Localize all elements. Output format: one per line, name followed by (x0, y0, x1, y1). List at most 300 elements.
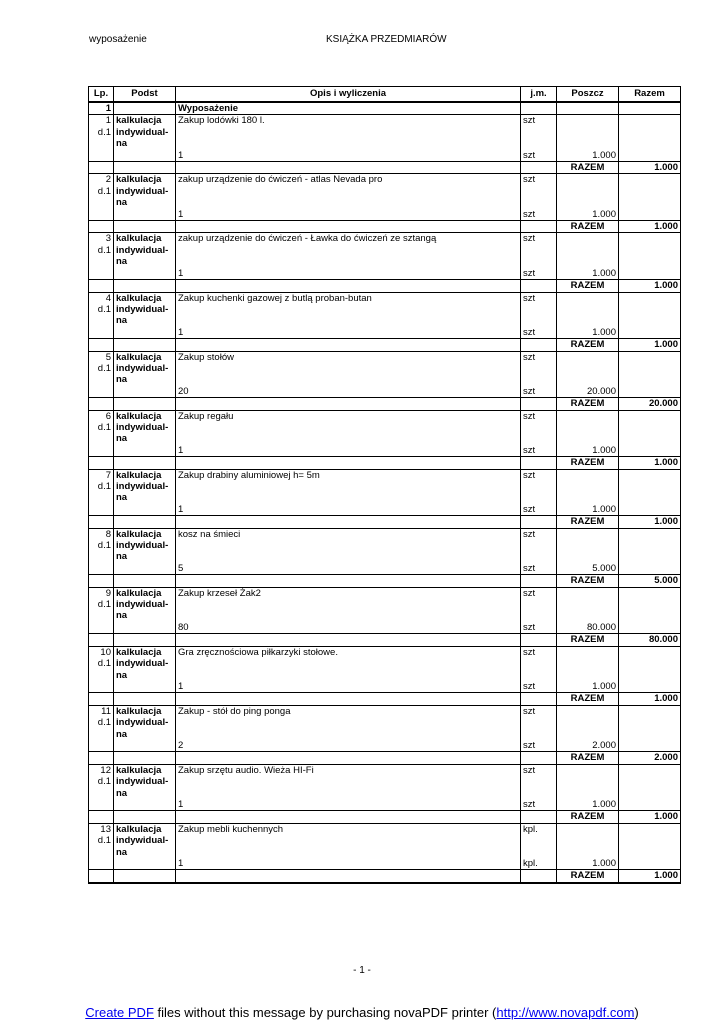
page-number: - 1 - (353, 965, 371, 976)
item-empty-cell (619, 256, 681, 267)
col-header-podst: Podst (114, 87, 176, 103)
create-pdf-link[interactable]: Create PDF (85, 1005, 154, 1020)
item-empty-cell (557, 776, 619, 787)
item-poszcz-value: 1.000 (557, 445, 619, 457)
item-empty-cell (89, 315, 114, 326)
item-empty-cell (176, 516, 521, 528)
item-empty-cell (89, 268, 114, 280)
item-basis: kalkulacja (114, 469, 176, 481)
item-empty-cell (176, 339, 521, 351)
item-calc-row (89, 681, 681, 693)
item-sub-number: d.1 (89, 127, 114, 138)
item-empty-cell (521, 315, 557, 326)
item-empty-cell (176, 811, 521, 823)
item-empty-cell (619, 138, 681, 149)
item-total-label: RAZEM (557, 870, 619, 883)
item-total-label: RAZEM (557, 280, 619, 292)
item-calc-unit: szt (521, 799, 557, 811)
item-total-value: 1.000 (619, 162, 681, 174)
item-empty-cell (619, 729, 681, 740)
item-empty-cell (521, 492, 557, 503)
item-empty-cell (557, 528, 619, 540)
item-basis-cont: indywidual- (114, 245, 176, 256)
item-sub-number: d.1 (89, 540, 114, 551)
item-empty-cell (89, 870, 114, 883)
item-row-cont (89, 776, 681, 787)
item-empty-cell (521, 422, 557, 433)
item-empty-cell (176, 788, 521, 799)
item-basis-cont: na (114, 610, 176, 621)
item-empty-cell (557, 764, 619, 776)
item-row-cont (89, 492, 681, 503)
item-empty-cell (89, 575, 114, 587)
item-empty-cell (89, 433, 114, 444)
item-empty-cell (89, 398, 114, 410)
item-empty-cell (176, 540, 521, 551)
item-empty-cell (557, 481, 619, 492)
item-row-cont (89, 788, 681, 799)
item-poszcz-value: 1.000 (557, 858, 619, 870)
item-unit: szt (521, 410, 557, 422)
item-empty-cell (557, 551, 619, 562)
item-sub-number: d.1 (89, 776, 114, 787)
item-unit: szt (521, 646, 557, 658)
item-empty-cell (521, 610, 557, 621)
item-empty-cell (619, 209, 681, 221)
item-empty-cell (557, 587, 619, 599)
item-empty-cell (176, 670, 521, 681)
item-empty-cell (89, 457, 114, 469)
item-total-value: 80.000 (619, 634, 681, 646)
item-empty-cell (114, 327, 176, 339)
item-empty-cell (619, 670, 681, 681)
item-empty-cell (89, 504, 114, 516)
item-calculation: 1 (176, 150, 521, 162)
item-number: 10 (89, 646, 114, 658)
item-empty-cell (114, 693, 176, 705)
item-empty-cell (176, 835, 521, 846)
item-empty-cell (89, 162, 114, 174)
item-calc-row (89, 563, 681, 575)
item-empty-cell (619, 540, 681, 551)
item-empty-cell (114, 681, 176, 693)
item-empty-cell (521, 658, 557, 669)
item-empty-cell (521, 339, 557, 351)
item-basis-cont: na (114, 551, 176, 562)
item-total-row (89, 752, 681, 764)
item-empty-cell (176, 457, 521, 469)
item-total-label: RAZEM (557, 693, 619, 705)
item-empty-cell (89, 729, 114, 740)
item-row-cont (89, 481, 681, 492)
item-empty-cell (557, 197, 619, 208)
item-sub-number: d.1 (89, 363, 114, 374)
item-description: Zakup lodówki 180 l. (176, 115, 521, 127)
item-empty-cell (619, 681, 681, 693)
item-total-value: 1.000 (619, 870, 681, 883)
item-row (89, 292, 681, 304)
item-empty-cell (176, 551, 521, 562)
item-calculation: 20 (176, 386, 521, 398)
item-empty-cell (89, 634, 114, 646)
item-empty-cell (521, 870, 557, 883)
item-empty-cell (176, 870, 521, 883)
item-basis-cont: na (114, 256, 176, 267)
item-calculation: 1 (176, 327, 521, 339)
item-empty-cell (89, 280, 114, 292)
item-description: Zakup - stół do ping ponga (176, 705, 521, 717)
item-number: 9 (89, 587, 114, 599)
item-empty-cell (521, 634, 557, 646)
item-empty-cell (521, 138, 557, 149)
item-empty-cell (619, 504, 681, 516)
item-empty-cell (89, 516, 114, 528)
item-empty-cell (176, 634, 521, 646)
item-row-cont (89, 599, 681, 610)
item-total-value: 1.000 (619, 516, 681, 528)
section-title: Wyposażenie (176, 102, 521, 115)
item-calc-row (89, 209, 681, 221)
item-empty-cell (114, 209, 176, 221)
item-empty-cell (114, 504, 176, 516)
item-row-cont (89, 197, 681, 208)
item-calc-row (89, 740, 681, 752)
footer-message: files without this message by purchasing novaPDF printer ( (153, 1005, 497, 1020)
item-empty-cell (557, 245, 619, 256)
item-empty-cell (521, 516, 557, 528)
item-calculation: 1 (176, 209, 521, 221)
item-calc-unit: kpl. (521, 858, 557, 870)
section-empty-cell (557, 102, 619, 115)
item-empty-cell (557, 610, 619, 621)
item-sub-number: d.1 (89, 658, 114, 669)
item-poszcz-value: 2.000 (557, 740, 619, 752)
item-row-cont (89, 610, 681, 621)
item-calc-row (89, 799, 681, 811)
item-empty-cell (176, 658, 521, 669)
item-empty-cell (619, 622, 681, 634)
item-calc-row (89, 150, 681, 162)
item-basis-cont: indywidual- (114, 717, 176, 728)
item-calculation: 1 (176, 504, 521, 516)
item-empty-cell (521, 162, 557, 174)
table-header-row (89, 87, 681, 103)
item-basis: kalkulacja (114, 115, 176, 127)
item-empty-cell (557, 186, 619, 197)
item-total-row (89, 634, 681, 646)
item-basis-cont: na (114, 138, 176, 149)
item-empty-cell (521, 551, 557, 562)
item-number: 5 (89, 351, 114, 363)
item-row (89, 115, 681, 127)
item-basis-cont: indywidual- (114, 127, 176, 138)
item-empty-cell (114, 339, 176, 351)
item-empty-cell (176, 186, 521, 197)
item-empty-cell (114, 268, 176, 280)
item-empty-cell (557, 422, 619, 433)
item-empty-cell (521, 186, 557, 197)
item-empty-cell (521, 433, 557, 444)
item-total-row (89, 280, 681, 292)
item-empty-cell (176, 847, 521, 858)
item-empty-cell (619, 823, 681, 835)
item-calculation: 1 (176, 799, 521, 811)
item-total-row (89, 457, 681, 469)
item-empty-cell (521, 776, 557, 787)
item-empty-cell (114, 799, 176, 811)
item-unit: szt (521, 469, 557, 481)
item-empty-cell (619, 551, 681, 562)
item-basis-cont: indywidual- (114, 363, 176, 374)
item-calc-unit: szt (521, 622, 557, 634)
item-empty-cell (89, 551, 114, 562)
item-number: 13 (89, 823, 114, 835)
item-empty-cell (619, 717, 681, 728)
item-empty-cell (619, 799, 681, 811)
item-empty-cell (114, 870, 176, 883)
item-poszcz-value: 1.000 (557, 327, 619, 339)
item-basis-cont: indywidual- (114, 776, 176, 787)
item-calc-unit: szt (521, 504, 557, 516)
item-empty-cell (114, 516, 176, 528)
item-empty-cell (176, 138, 521, 149)
item-row (89, 587, 681, 599)
item-calc-row (89, 858, 681, 870)
item-total-row (89, 693, 681, 705)
item-empty-cell (521, 256, 557, 267)
item-empty-cell (114, 457, 176, 469)
item-empty-cell (176, 492, 521, 503)
item-empty-cell (89, 799, 114, 811)
item-empty-cell (176, 575, 521, 587)
item-poszcz-value: 1.000 (557, 150, 619, 162)
item-empty-cell (89, 563, 114, 575)
item-empty-cell (89, 847, 114, 858)
item-empty-cell (89, 681, 114, 693)
item-unit: szt (521, 174, 557, 186)
item-basis-cont: na (114, 374, 176, 385)
item-empty-cell (557, 705, 619, 717)
item-empty-cell (176, 422, 521, 433)
item-empty-cell (619, 127, 681, 138)
item-empty-cell (619, 174, 681, 186)
item-total-label: RAZEM (557, 575, 619, 587)
item-empty-cell (557, 304, 619, 315)
item-empty-cell (521, 481, 557, 492)
item-empty-cell (557, 374, 619, 385)
item-empty-cell (619, 610, 681, 621)
item-empty-cell (114, 575, 176, 587)
item-poszcz-value: 1.000 (557, 504, 619, 516)
item-row (89, 823, 681, 835)
item-empty-cell (619, 233, 681, 245)
item-row-cont (89, 422, 681, 433)
item-empty-cell (557, 433, 619, 444)
item-empty-cell (89, 374, 114, 385)
item-row-cont (89, 374, 681, 385)
item-total-row (89, 221, 681, 233)
item-empty-cell (619, 705, 681, 717)
novapdf-link[interactable]: http://www.novapdf.com (496, 1005, 635, 1020)
item-total-value: 20.000 (619, 398, 681, 410)
item-empty-cell (557, 823, 619, 835)
item-empty-cell (521, 457, 557, 469)
item-empty-cell (619, 528, 681, 540)
item-sub-number: d.1 (89, 835, 114, 846)
item-basis: kalkulacja (114, 233, 176, 245)
item-empty-cell (619, 469, 681, 481)
item-empty-cell (176, 245, 521, 256)
item-empty-cell (89, 221, 114, 233)
item-calc-row (89, 504, 681, 516)
item-empty-cell (521, 363, 557, 374)
col-header-opis: Opis i wyliczenia (176, 87, 521, 103)
item-empty-cell (619, 835, 681, 846)
item-empty-cell (557, 670, 619, 681)
item-empty-cell (619, 351, 681, 363)
header-title: KSIĄŻKA PRZEDMIARÓW (326, 34, 447, 45)
item-number: 4 (89, 292, 114, 304)
item-empty-cell (619, 646, 681, 658)
item-empty-cell (557, 410, 619, 422)
item-total-value: 1.000 (619, 693, 681, 705)
item-total-row (89, 516, 681, 528)
section-empty-cell (521, 102, 557, 115)
item-basis: kalkulacja (114, 587, 176, 599)
item-empty-cell (619, 788, 681, 799)
item-empty-cell (557, 115, 619, 127)
item-row (89, 351, 681, 363)
item-empty-cell (114, 445, 176, 457)
item-empty-cell (114, 150, 176, 162)
header-left-text: wyposażenie (89, 34, 147, 45)
item-empty-cell (619, 268, 681, 280)
item-empty-cell (176, 776, 521, 787)
item-sub-number: d.1 (89, 186, 114, 197)
item-basis: kalkulacja (114, 528, 176, 540)
item-total-row (89, 811, 681, 823)
item-empty-cell (521, 788, 557, 799)
item-empty-cell (619, 304, 681, 315)
item-empty-cell (619, 587, 681, 599)
item-empty-cell (557, 363, 619, 374)
item-basis-cont: na (114, 847, 176, 858)
item-description: kosz na śmieci (176, 528, 521, 540)
item-total-value: 1.000 (619, 339, 681, 351)
item-calculation: 5 (176, 563, 521, 575)
item-calculation: 1 (176, 858, 521, 870)
item-empty-cell (176, 481, 521, 492)
item-empty-cell (114, 398, 176, 410)
item-empty-cell (89, 209, 114, 221)
item-sub-number: d.1 (89, 245, 114, 256)
item-calc-unit: szt (521, 445, 557, 457)
item-description: Zakup stołów (176, 351, 521, 363)
item-total-row (89, 870, 681, 883)
item-row (89, 469, 681, 481)
item-basis-cont: indywidual- (114, 422, 176, 433)
item-sub-number: d.1 (89, 422, 114, 433)
item-poszcz-value: 1.000 (557, 799, 619, 811)
item-empty-cell (114, 563, 176, 575)
item-empty-cell (619, 292, 681, 304)
item-basis: kalkulacja (114, 823, 176, 835)
item-empty-cell (619, 150, 681, 162)
item-poszcz-value: 1.000 (557, 681, 619, 693)
item-calc-unit: szt (521, 327, 557, 339)
item-empty-cell (557, 788, 619, 799)
item-basis-cont: na (114, 492, 176, 503)
item-empty-cell (521, 670, 557, 681)
item-empty-cell (557, 599, 619, 610)
item-empty-cell (176, 304, 521, 315)
item-row-cont (89, 658, 681, 669)
item-basis: kalkulacja (114, 646, 176, 658)
item-number: 12 (89, 764, 114, 776)
item-empty-cell (557, 292, 619, 304)
item-row-cont (89, 540, 681, 551)
item-empty-cell (619, 599, 681, 610)
item-row-cont (89, 363, 681, 374)
col-header-lp: Lp. (89, 87, 114, 103)
item-empty-cell (89, 256, 114, 267)
item-number: 6 (89, 410, 114, 422)
item-row (89, 174, 681, 186)
item-total-row (89, 162, 681, 174)
pdf-footer (0, 1005, 724, 1020)
item-empty-cell (619, 386, 681, 398)
item-row-cont (89, 729, 681, 740)
item-empty-cell (521, 280, 557, 292)
item-empty-cell (557, 492, 619, 503)
item-description: zakup urządzenie do ćwiczeń - atlas Nevada pro (176, 174, 521, 186)
item-basis: kalkulacja (114, 351, 176, 363)
item-calc-unit: szt (521, 209, 557, 221)
item-empty-cell (557, 256, 619, 267)
item-empty-cell (89, 740, 114, 752)
item-calculation: 1 (176, 445, 521, 457)
item-unit: szt (521, 292, 557, 304)
item-empty-cell (89, 752, 114, 764)
item-basis: kalkulacja (114, 410, 176, 422)
item-calc-unit: szt (521, 681, 557, 693)
item-description: Zakup krzeseł Żak2 (176, 587, 521, 599)
item-unit: szt (521, 587, 557, 599)
item-description: Zakup mebli kuchennych (176, 823, 521, 835)
item-empty-cell (114, 221, 176, 233)
item-unit: szt (521, 764, 557, 776)
section-empty-cell (114, 102, 176, 115)
item-total-label: RAZEM (557, 634, 619, 646)
item-empty-cell (619, 245, 681, 256)
item-empty-cell (619, 374, 681, 385)
item-empty-cell (114, 858, 176, 870)
item-empty-cell (176, 256, 521, 267)
item-basis-cont: na (114, 788, 176, 799)
footer-close-paren: ) (634, 1005, 639, 1020)
item-empty-cell (176, 398, 521, 410)
item-total-label: RAZEM (557, 811, 619, 823)
item-empty-cell (89, 339, 114, 351)
item-empty-cell (114, 622, 176, 634)
item-empty-cell (176, 599, 521, 610)
item-basis-cont: indywidual- (114, 481, 176, 492)
item-row (89, 528, 681, 540)
item-empty-cell (619, 315, 681, 326)
item-unit: szt (521, 115, 557, 127)
item-total-value: 1.000 (619, 221, 681, 233)
item-total-value: 1.000 (619, 280, 681, 292)
